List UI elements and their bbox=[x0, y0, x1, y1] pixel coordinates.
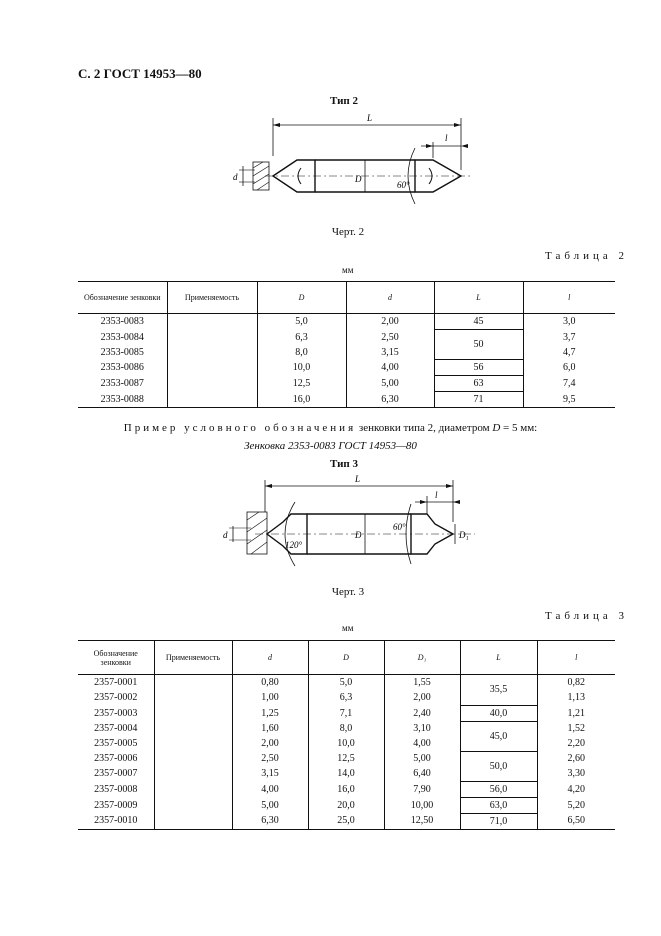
table3-header: L bbox=[460, 641, 537, 675]
table3-cell: 2,20 bbox=[537, 736, 615, 751]
table2-cell: 3,0 bbox=[523, 314, 615, 330]
table2-cell: 9,5 bbox=[523, 392, 615, 408]
table2-unit: мм bbox=[342, 265, 354, 275]
table2-cell: 6,0 bbox=[523, 360, 615, 376]
table3-cell: 2,00 bbox=[384, 690, 460, 705]
table3-cell: 5,00 bbox=[384, 751, 460, 766]
table3-cell: 7,90 bbox=[384, 781, 460, 797]
dim-l-label: l bbox=[445, 133, 448, 143]
table-row bbox=[78, 360, 615, 376]
table2-cell: 2353-0086 bbox=[100, 362, 144, 373]
table3-cell: 4,00 bbox=[384, 736, 460, 751]
dim-angle120-label: 120° bbox=[285, 540, 303, 550]
table3-cell: 0,80 bbox=[232, 675, 308, 691]
table2-header: Обозначение зенковки bbox=[78, 282, 167, 314]
table3-cell: 3,30 bbox=[537, 766, 615, 781]
example-var: D bbox=[492, 422, 501, 434]
table3-cell: 1,55 bbox=[384, 675, 460, 691]
table3-cell: 8,0 bbox=[308, 721, 384, 736]
table3-cell: 6,30 bbox=[232, 813, 308, 829]
table3-cell: 2357-0009 bbox=[94, 799, 138, 811]
table-row bbox=[78, 781, 615, 797]
example-value: = 5 мм: bbox=[500, 422, 538, 434]
dim-L-label: L bbox=[367, 113, 373, 123]
example-prefix: Пример условного обозначения bbox=[123, 422, 357, 434]
table3-cell: 50,0 bbox=[460, 751, 537, 781]
dim-D1-label: D₁ bbox=[459, 530, 469, 540]
table3-cell: 4,20 bbox=[537, 781, 615, 797]
table2-cell: 12,5 bbox=[257, 376, 346, 392]
table2-cell: 4,7 bbox=[523, 345, 615, 360]
table3-cell: 10,0 bbox=[308, 736, 384, 751]
table2-header: D bbox=[257, 282, 346, 314]
table3-cell: 40,0 bbox=[460, 705, 537, 721]
table2-cell bbox=[167, 360, 257, 376]
table2-cell: 45 bbox=[434, 314, 523, 330]
table3-cell: 14,0 bbox=[308, 766, 384, 781]
table3-cell: 6,3 bbox=[308, 690, 384, 705]
table3-cell: 2357-0007 bbox=[94, 768, 138, 779]
table3-cell: 1,60 bbox=[232, 721, 308, 736]
table2-cell: 10,0 bbox=[257, 360, 346, 376]
table3-cell: 25,0 bbox=[308, 813, 384, 829]
table2-cell: 2,50 bbox=[346, 330, 434, 345]
table2-header: L bbox=[434, 282, 523, 314]
table3-label: Таблица 3 bbox=[545, 610, 629, 622]
table3-cell bbox=[154, 766, 232, 781]
table3-cell: 1,00 bbox=[232, 690, 308, 705]
table3-header: Применяемость bbox=[154, 641, 232, 675]
table-row bbox=[78, 376, 615, 392]
table2-cell: 2353-0084 bbox=[100, 331, 144, 343]
table-row bbox=[78, 705, 615, 721]
table3-cell: 7,1 bbox=[308, 705, 384, 721]
table3-cell bbox=[154, 813, 232, 829]
table3-header: D₁ bbox=[384, 641, 460, 675]
table3 bbox=[78, 640, 615, 830]
table2-cell: 3,7 bbox=[523, 330, 615, 345]
type2-title: Тип 2 bbox=[330, 95, 358, 107]
table3-cell bbox=[154, 797, 232, 813]
table2-cell: 63 bbox=[434, 376, 523, 392]
dim-d-label: d bbox=[223, 530, 228, 540]
type2-drawing bbox=[225, 108, 475, 223]
table3-cell: 1,52 bbox=[537, 721, 615, 736]
table3-cell: 63,0 bbox=[460, 797, 537, 813]
table3-cell: 71,0 bbox=[460, 813, 537, 829]
table3-cell: 2357-0004 bbox=[94, 723, 138, 734]
table3-cell bbox=[154, 751, 232, 766]
table-row bbox=[78, 314, 615, 330]
table3-cell: 2,50 bbox=[232, 751, 308, 766]
table2-cell: 6,3 bbox=[257, 330, 346, 345]
table3-cell: 2,00 bbox=[232, 736, 308, 751]
table-row bbox=[78, 721, 615, 736]
type2-caption: Черт. 2 bbox=[331, 226, 365, 238]
example-text bbox=[0, 422, 661, 434]
table3-cell: 2357-0005 bbox=[94, 738, 138, 749]
table3-cell: 3,10 bbox=[384, 721, 460, 736]
table2-cell: 6,30 bbox=[346, 392, 434, 408]
table-row bbox=[78, 330, 615, 345]
table2-cell: 7,4 bbox=[523, 376, 615, 392]
example-body: зенковки типа 2, диаметром bbox=[356, 422, 493, 434]
table3-cell: 4,00 bbox=[232, 781, 308, 797]
table3-cell bbox=[154, 721, 232, 736]
table-row bbox=[78, 797, 615, 813]
table3-cell: 2357-0001 bbox=[94, 677, 138, 688]
type3-drawing bbox=[215, 470, 495, 580]
table3-cell: 2,40 bbox=[384, 705, 460, 721]
table3-cell: 10,00 bbox=[384, 797, 460, 813]
table3-cell bbox=[154, 705, 232, 721]
table2-cell: 56 bbox=[434, 360, 523, 376]
table3-cell: 45,0 bbox=[460, 721, 537, 751]
table-row bbox=[78, 751, 615, 766]
table2-cell bbox=[167, 314, 257, 330]
table2-cell: 2353-0087 bbox=[100, 378, 144, 389]
table2-cell bbox=[167, 392, 257, 408]
table2-cell: 2,00 bbox=[346, 314, 434, 330]
table3-cell: 5,0 bbox=[308, 675, 384, 691]
table-row bbox=[78, 345, 615, 360]
table3-cell bbox=[154, 781, 232, 797]
table3-cell: 2,60 bbox=[537, 751, 615, 766]
table-row bbox=[78, 392, 615, 408]
dim-L-label: L bbox=[355, 474, 361, 484]
table2 bbox=[78, 281, 615, 408]
table3-cell: 3,15 bbox=[232, 766, 308, 781]
table2-cell: 3,15 bbox=[346, 345, 434, 360]
dim-angle60-label: 60° bbox=[393, 522, 406, 532]
dim-l-label: l bbox=[435, 490, 438, 500]
table2-cell: 71 bbox=[434, 392, 523, 408]
table-row bbox=[78, 813, 615, 829]
table3-header: Обозначение зенковки bbox=[78, 641, 154, 675]
table3-header: D bbox=[308, 641, 384, 675]
table3-cell: 2357-0003 bbox=[94, 707, 138, 719]
type3-title: Тип 3 bbox=[330, 458, 358, 470]
table2-cell: 4,00 bbox=[346, 360, 434, 376]
table-row bbox=[78, 675, 615, 691]
table3-cell: 35,5 bbox=[460, 675, 537, 706]
table3-cell bbox=[154, 675, 232, 691]
table3-cell: 2357-0008 bbox=[94, 783, 138, 795]
table3-unit: мм bbox=[342, 623, 354, 633]
table2-cell: 2353-0088 bbox=[78, 392, 167, 408]
dim-D-label: D bbox=[355, 174, 362, 184]
table2-cell bbox=[167, 345, 257, 360]
table3-cell: 6,50 bbox=[537, 813, 615, 829]
page-header: С. 2 ГОСТ 14953—80 bbox=[78, 66, 202, 81]
table3-cell: 1,25 bbox=[232, 705, 308, 721]
table3-cell: 5,00 bbox=[232, 797, 308, 813]
table2-cell: 5,0 bbox=[257, 314, 346, 330]
table3-cell: 12,5 bbox=[308, 751, 384, 766]
table3-cell: 0,82 bbox=[537, 675, 615, 691]
table2-cell: 50 bbox=[434, 330, 523, 360]
table3-cell: 20,0 bbox=[308, 797, 384, 813]
table3-cell: 2357-0006 bbox=[94, 753, 138, 764]
table2-label: Таблица 2 bbox=[545, 250, 629, 262]
table3-cell bbox=[154, 690, 232, 705]
type3-caption: Черт. 3 bbox=[331, 586, 365, 598]
table3-cell: 16,0 bbox=[308, 781, 384, 797]
table2-header: d bbox=[346, 282, 434, 314]
table2-cell: 2353-0083 bbox=[100, 316, 144, 328]
table3-header: d bbox=[232, 641, 308, 675]
table2-cell: 16,0 bbox=[257, 392, 346, 408]
table3-cell: 56,0 bbox=[460, 781, 537, 797]
dim-d-label: d bbox=[233, 172, 238, 182]
table3-cell: 2357-0010 bbox=[78, 813, 154, 829]
table2-header: Применяемость bbox=[167, 282, 257, 314]
table2-cell: 5,00 bbox=[346, 376, 434, 392]
table3-header: l bbox=[537, 641, 615, 675]
table3-cell: 1,21 bbox=[537, 705, 615, 721]
dim-D-label: D bbox=[355, 530, 362, 540]
example-code: Зенковка 2353-0083 ГОСТ 14953—80 bbox=[244, 440, 417, 452]
table3-cell: 12,50 bbox=[384, 813, 460, 829]
table3-cell: 5,20 bbox=[537, 797, 615, 813]
table2-cell bbox=[167, 330, 257, 345]
table2-cell: 8,0 bbox=[257, 345, 346, 360]
table3-cell: 6,40 bbox=[384, 766, 460, 781]
table2-cell bbox=[167, 376, 257, 392]
table2-cell: 2353-0085 bbox=[100, 346, 144, 358]
dim-angle-label: 60° bbox=[397, 180, 410, 190]
table3-cell: 2357-0002 bbox=[94, 692, 138, 703]
table3-cell bbox=[154, 736, 232, 751]
table2-header: l bbox=[523, 282, 615, 314]
table3-cell: 1,13 bbox=[537, 690, 615, 705]
